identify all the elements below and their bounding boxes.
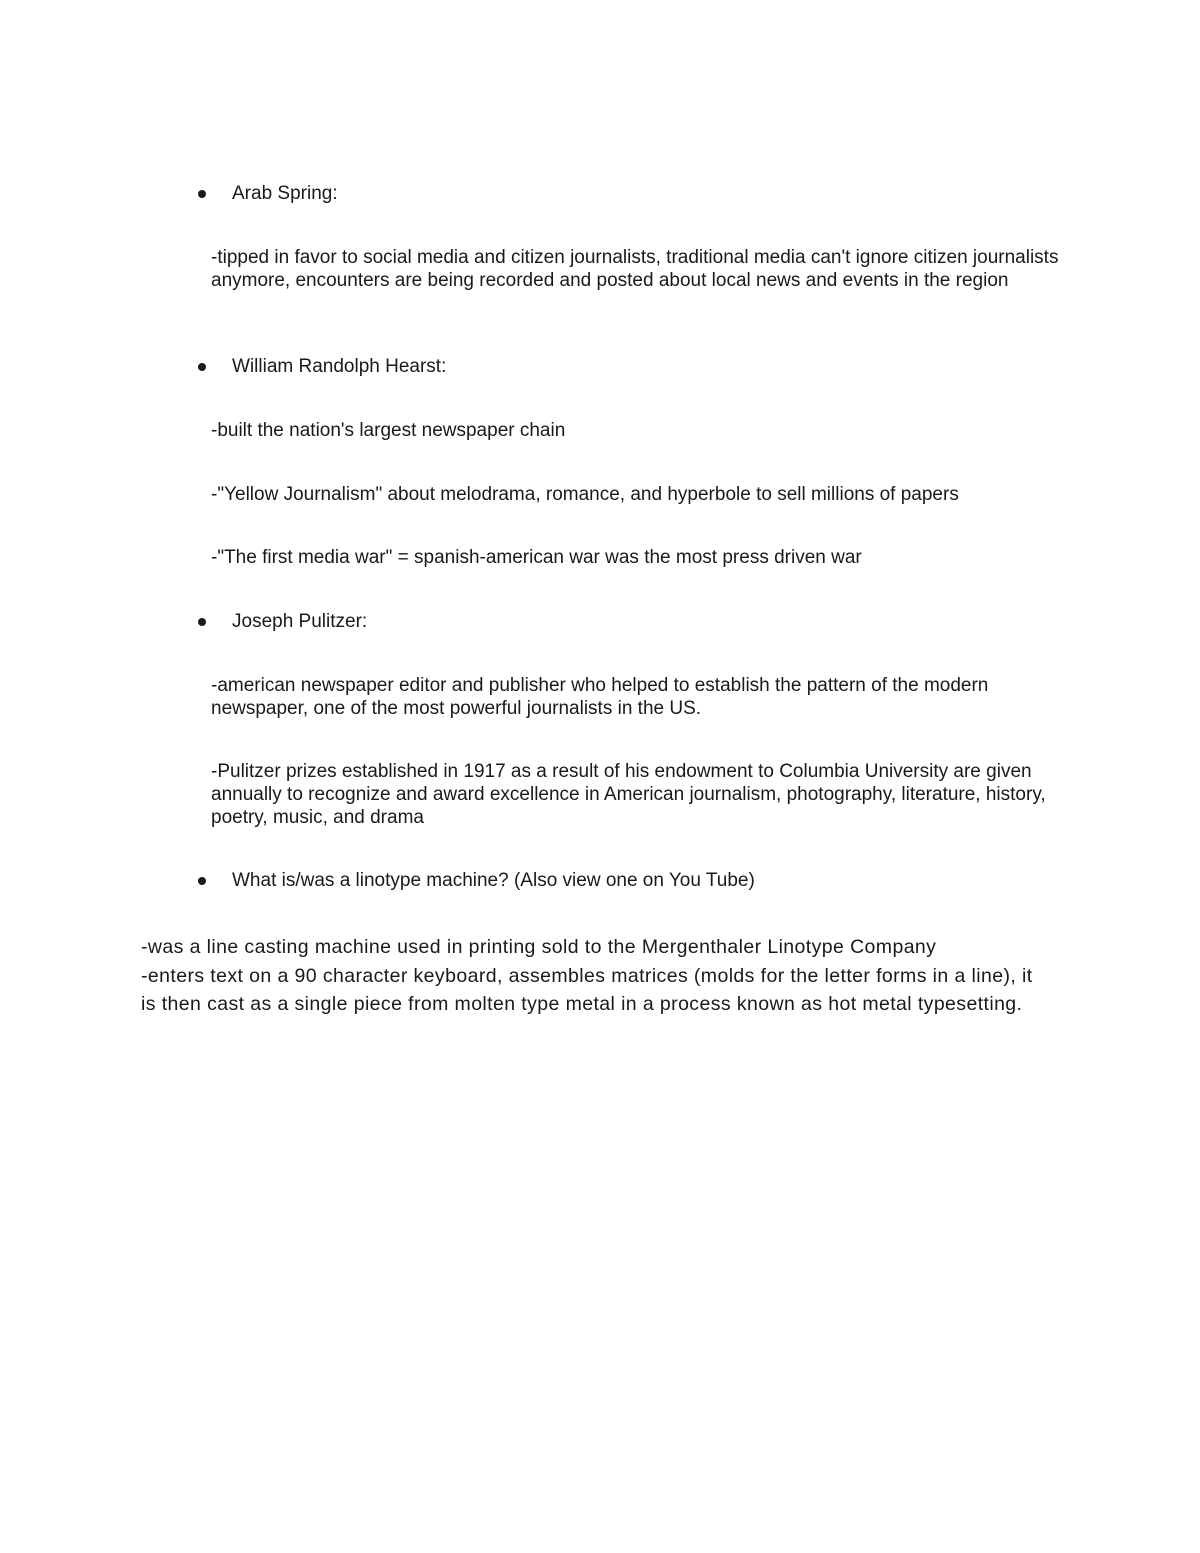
bullet-heading: William Randolph Hearst:: [232, 356, 447, 377]
linotype-answer: [141, 933, 1046, 1019]
note-paragraph: -tipped in favor to social media and citizen journalists, traditional media can't ignore citizen journalists anymore, encounters are being recorded and posted about local news and events in the region: [211, 247, 1059, 291]
note-paragraph: -Pulitzer prizes established in 1917 as a result of his endowment to Columbia University are given annually to recognize and award excellence in American journalism, photography, literature, history, poetry, music, and drama: [211, 761, 1046, 828]
note-paragraph: -"Yellow Journalism" about melodrama, romance, and hyperbole to sell millions of papers: [211, 484, 959, 505]
bullet-icon: [198, 618, 206, 626]
note-paragraph: -built the nation's largest newspaper chain: [211, 420, 566, 441]
answer-line: -was a line casting machine used in printing sold to the Mergenthaler Linotype Company: [141, 936, 937, 958]
bullet-heading: What is/was a linotype machine? (Also view one on You Tube): [232, 870, 755, 891]
answer-line: -enters text on a 90 character keyboard, assembles matrices (molds for the letter forms in a line), it is then cast as a single piece from molten type metal in a process known as hot metal typesetting.: [141, 964, 1033, 1015]
note-paragraph: -american newspaper editor and publisher who helped to establish the pattern of the modern newspaper, one of the most powerful journalists in the US.: [211, 675, 989, 719]
bullet-icon: [198, 190, 206, 198]
bullet-heading: Joseph Pulitzer:: [232, 611, 368, 632]
bullet-icon: [198, 877, 206, 885]
bullet-heading: Arab Spring:: [232, 183, 338, 204]
note-paragraph: -"The first media war" = spanish-american war was the most press driven war: [211, 547, 862, 568]
bullet-icon: [198, 363, 206, 371]
